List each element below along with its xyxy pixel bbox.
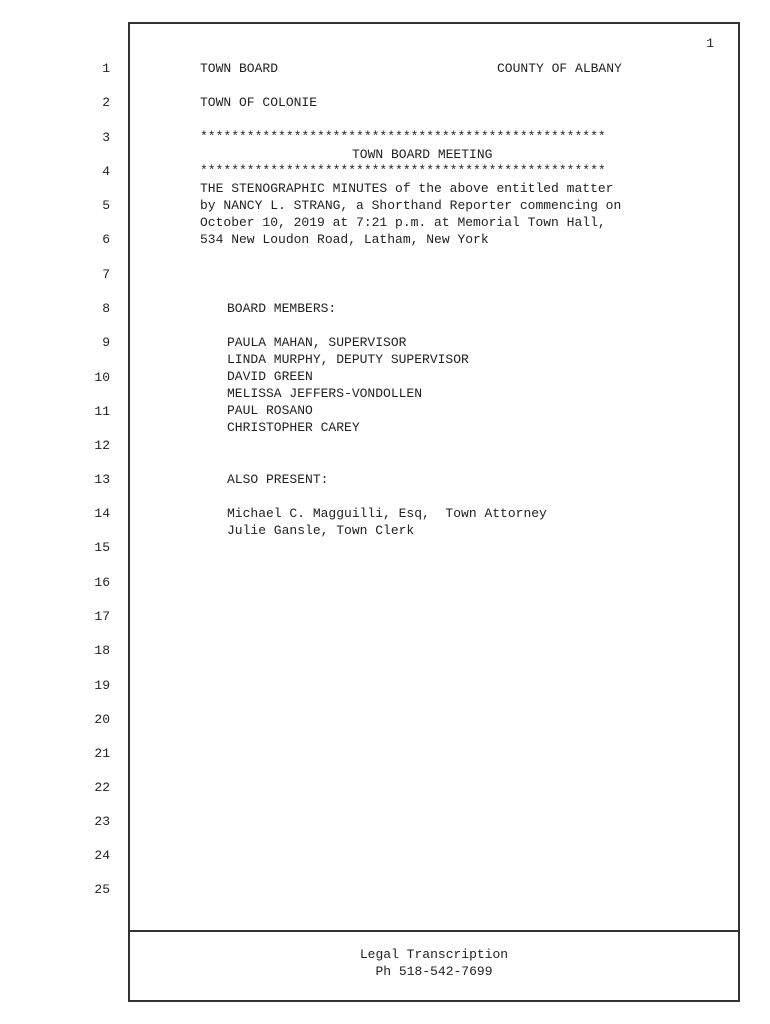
stars-bottom: **************************************************** — [200, 163, 606, 178]
footer-divider — [130, 930, 738, 932]
line-number: 5 — [102, 198, 110, 213]
present-person: Julie Gansle, Town Clerk — [227, 523, 415, 538]
board-member: PAULA MAHAN, SUPERVISOR — [227, 335, 407, 350]
line-number: 9 — [102, 335, 110, 350]
line-number: 21 — [94, 746, 110, 761]
stars-top: **************************************************** — [200, 129, 606, 144]
board-member: LINDA MURPHY, DEPUTY SUPERVISOR — [227, 352, 469, 367]
footer-phone: Ph 518-542-7699 — [375, 964, 493, 979]
line-number: 10 — [94, 370, 110, 385]
line-number: 11 — [94, 404, 110, 419]
intro-line: October 10, 2019 at 7:21 p.m. at Memorial Town Hall, — [200, 215, 606, 230]
intro-line: 534 New Loudon Road, Latham, New York — [200, 232, 489, 247]
line-number: 16 — [94, 575, 110, 590]
board-member: DAVID GREEN — [227, 369, 313, 384]
line-number: 3 — [102, 130, 110, 145]
board-member: MELISSA JEFFERS-VONDOLLEN — [227, 386, 423, 401]
line-number: 8 — [102, 301, 110, 316]
line-number: 22 — [94, 780, 110, 795]
present-person: Michael C. Magguilli, Esq, Town Attorney — [227, 506, 547, 521]
line-number: 17 — [94, 609, 110, 624]
line-number: 15 — [94, 540, 110, 555]
footer-company: Legal Transcription — [359, 947, 509, 962]
board-member: CHRISTOPHER CAREY — [227, 420, 360, 435]
header-left: TOWN BOARD — [200, 61, 279, 76]
line-number: 6 — [102, 232, 110, 247]
line-number: 14 — [94, 506, 110, 521]
board-member: PAUL ROSANO — [227, 403, 313, 418]
line-number: 12 — [94, 438, 110, 453]
line-number: 19 — [94, 678, 110, 693]
page-number: 1 — [706, 36, 714, 51]
line-number: 7 — [102, 267, 110, 282]
line-number: 18 — [94, 643, 110, 658]
line-number: 4 — [102, 164, 110, 179]
line-number: 20 — [94, 712, 110, 727]
intro-line: THE STENOGRAPHIC MINUTES of the above entitled matter — [200, 181, 614, 196]
board-heading: BOARD MEMBERS: — [227, 301, 337, 316]
line-number: 25 — [94, 882, 110, 897]
intro-line: by NANCY L. STRANG, a Shorthand Reporter commencing on — [200, 198, 622, 213]
line-number: 13 — [94, 472, 110, 487]
also-present-heading: ALSO PRESENT: — [227, 472, 329, 487]
town-name: TOWN OF COLONIE — [200, 95, 318, 110]
line-number: 24 — [94, 848, 110, 863]
line-number: 2 — [102, 95, 110, 110]
line-number: 23 — [94, 814, 110, 829]
line-number: 1 — [102, 61, 110, 76]
meeting-title: TOWN BOARD MEETING — [352, 147, 493, 162]
header-right: COUNTY OF ALBANY — [497, 61, 622, 76]
